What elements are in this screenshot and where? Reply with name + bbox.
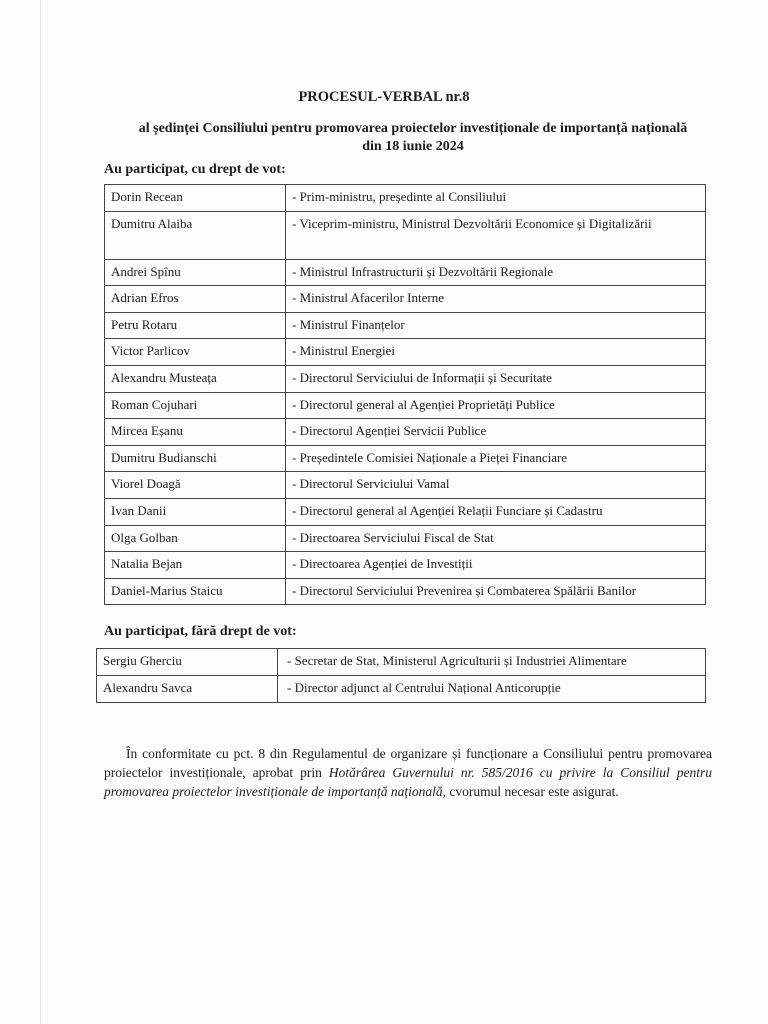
participant-name: Mircea Eșanu xyxy=(105,419,286,446)
subtitle-line-2: din 18 iunie 2024 xyxy=(362,139,464,154)
participant-name: Natalia Bejan xyxy=(105,552,286,579)
table-row xyxy=(105,445,706,472)
participant-name: Andrei Spînu xyxy=(105,259,286,286)
nonvoting-participants-table xyxy=(96,648,706,703)
participant-name: Ivan Danii xyxy=(105,498,286,525)
table-row xyxy=(105,419,706,446)
voting-participants-table xyxy=(104,184,706,605)
participant-role: - Directorul Agenției Servicii Publice xyxy=(286,419,706,446)
participant-name: Petru Rotaru xyxy=(105,312,286,339)
participant-name: Victor Parlicov xyxy=(105,339,286,366)
participant-role: - Directorul general al Agenției Relații Funciare și Cadastru xyxy=(286,498,706,525)
table-row xyxy=(105,286,706,313)
table-row xyxy=(105,498,706,525)
participant-role: - Ministrul Afacerilor Interne xyxy=(286,286,706,313)
participant-name: Roman Cojuhari xyxy=(105,392,286,419)
participant-name: Dumitru Alaiba xyxy=(105,211,286,259)
participant-role: - Președintele Comisiei Naționale a Pieței Financiare xyxy=(286,445,706,472)
scan-edge-line xyxy=(40,0,41,1024)
participant-role: - Secretar de Stat, Ministerul Agriculturii și Industriei Alimentare xyxy=(278,649,706,676)
table-row xyxy=(105,525,706,552)
participant-role: - Ministrul Finanțelor xyxy=(286,312,706,339)
participant-role: - Director adjunct al Centrului Național Anticorupție xyxy=(278,676,706,703)
table-row xyxy=(97,649,706,676)
table-row xyxy=(97,676,706,703)
table-row xyxy=(105,365,706,392)
participant-name: Alexandru Musteața xyxy=(105,365,286,392)
subtitle-line-1: al ședinței Consiliului pentru promovarea proiectelor investiționale de importanță națională xyxy=(138,121,688,136)
table-row xyxy=(105,259,706,286)
participant-role: - Directoarea Agenției de Investiții xyxy=(286,552,706,579)
participant-role: - Directorul Serviciului Prevenirea și Combaterea Spălării Banilor xyxy=(286,578,706,605)
participant-role: - Directorul general al Agenției Proprietăți Publice xyxy=(286,392,706,419)
participant-role: - Directoarea Serviciului Fiscal de Stat xyxy=(286,525,706,552)
paragraph-text-part1: În conformitate cu pct. 8 din Regulamentul de organizare și funcționare a Consiliului pentru promovarea proiectelor investiționale, aprobat prin xyxy=(104,746,712,780)
participant-name: Alexandru Savca xyxy=(97,676,278,703)
document-subtitle xyxy=(100,120,726,156)
document-title: PROCESUL-VERBAL nr.8 xyxy=(298,89,470,105)
table-row xyxy=(105,578,706,605)
participant-role: - Directorul Serviciului Vamal xyxy=(286,472,706,499)
participant-role: - Ministrul Infrastructurii și Dezvoltării Regionale xyxy=(286,259,706,286)
table-row xyxy=(105,339,706,366)
table-row xyxy=(105,552,706,579)
table-row xyxy=(105,472,706,499)
participant-name: Olga Golban xyxy=(105,525,286,552)
nonvoting-section-label: Au participat, fără drept de vot: xyxy=(104,624,297,639)
participant-name: Dorin Recean xyxy=(105,185,286,212)
participant-role: - Prim-ministru, președinte al Consiliului xyxy=(286,185,706,212)
participant-role: - Directorul Serviciului de Informații și Securitate xyxy=(286,365,706,392)
table-row xyxy=(105,392,706,419)
participant-name: Daniel-Marius Staicu xyxy=(105,578,286,605)
participant-name: Dumitru Budianschi xyxy=(105,445,286,472)
participant-name: Sergiu Gherciu xyxy=(97,649,278,676)
paragraph-text-reference: Hotărârea Guvernului nr. 585/2016 cu privire la Consiliul pentru promovarea proiectelor investiționale de importanță națională xyxy=(104,765,712,799)
table-row xyxy=(105,185,706,212)
table-row xyxy=(105,211,706,259)
quorum-paragraph xyxy=(104,744,712,801)
participant-role: - Viceprim-ministru, Ministrul Dezvoltării Economice și Digitalizării xyxy=(286,211,706,259)
participant-name: Adrian Efros xyxy=(105,286,286,313)
paragraph-text-part3: , cvorumul necesar este asigurat. xyxy=(442,784,619,799)
participant-role: - Ministrul Energiei xyxy=(286,339,706,366)
voting-section-label: Au participat, cu drept de vot: xyxy=(104,162,286,177)
table-row xyxy=(105,312,706,339)
participant-name: Viorel Doagă xyxy=(105,472,286,499)
